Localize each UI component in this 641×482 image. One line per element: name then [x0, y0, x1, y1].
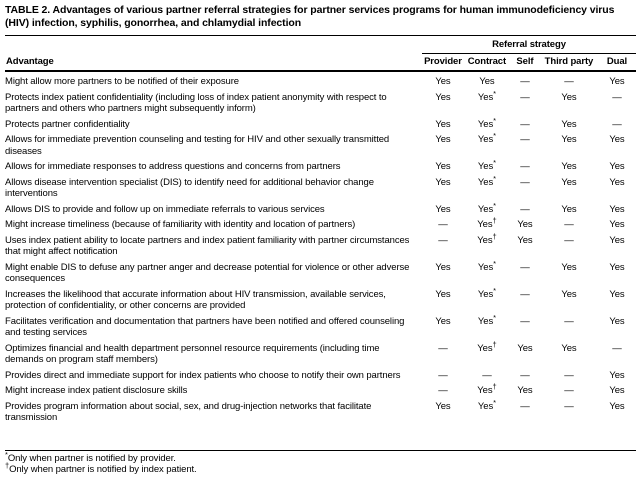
- value-cell: Yes: [435, 76, 451, 87]
- table-row: [5, 159, 636, 175]
- column-header-dual: Dual: [598, 53, 636, 71]
- table-title: TABLE 2. Advantages of various partner referral strategies for partner services programs for human immunodeficiency virus (HIV) infection, syphilis, gonorrhea, and chlamydial infection: [5, 4, 636, 36]
- footnote-reference-mark: †: [492, 339, 497, 349]
- value-cell: —: [520, 91, 530, 103]
- value-cell: Yes: [517, 385, 533, 396]
- footnote-text-index-patient: Only when partner is notified by index patient.: [9, 464, 197, 475]
- value-cell: —: [520, 203, 530, 215]
- value-cell: —: [520, 400, 530, 412]
- table-row: [5, 202, 636, 218]
- advantage-cell: Allows DIS to provide and follow up on immediate referrals to various services: [5, 203, 325, 215]
- value-cell: Yes*: [477, 88, 496, 103]
- value-cell: Yes*: [477, 130, 496, 145]
- footnote-reference-mark: *: [493, 397, 496, 407]
- value-cell: Yes†: [477, 339, 497, 354]
- advantage-cell: Optimizes financial and health department personnel resource requirements (including time demands on program staff members): [5, 342, 380, 365]
- value-cell: —: [520, 161, 530, 172]
- value-cell: Yes: [435, 315, 451, 327]
- value-cell: Yes: [561, 91, 577, 103]
- value-cell: Yes*: [477, 173, 496, 188]
- footnote-reference-mark: *: [493, 157, 496, 167]
- footnote-marker-asterisk: *: [5, 449, 8, 459]
- value-cell: Yes: [435, 118, 451, 130]
- table-row: [5, 399, 636, 426]
- value-cell: —: [520, 369, 530, 381]
- value-cell: Yes: [517, 342, 533, 354]
- value-cell: —: [564, 219, 574, 230]
- value-cell: Yes*: [477, 200, 496, 215]
- group-header-row: [5, 36, 636, 53]
- value-cell: Yes*: [477, 312, 496, 327]
- group-header-referral-strategy: Referral strategy: [422, 36, 636, 53]
- advantage-cell: Allows for immediate responses to address questions and concerns from partners: [5, 161, 341, 172]
- table-header: [5, 36, 636, 71]
- footnote-reference-mark: *: [493, 200, 496, 210]
- value-cell: —: [564, 385, 574, 396]
- footnote-provider: [5, 449, 636, 465]
- value-cell: —: [612, 91, 622, 103]
- advantage-cell: Facilitates verification and documentation that partners have been notified and offered counseling and testing services: [5, 315, 405, 338]
- table-row: [5, 341, 636, 368]
- value-cell: Yes†: [477, 215, 497, 230]
- column-header-third-party: Third party: [540, 53, 598, 71]
- value-cell: Yes: [435, 203, 451, 215]
- value-cell: —: [564, 400, 574, 412]
- value-cell: —: [520, 176, 530, 188]
- table-row: [5, 117, 636, 133]
- value-cell: —: [482, 369, 492, 381]
- value-cell: —: [564, 76, 574, 87]
- table-row: [5, 233, 636, 260]
- value-cell: Yes*: [477, 157, 496, 172]
- value-cell: Yes: [609, 161, 625, 172]
- value-cell: Yes: [561, 288, 577, 300]
- advantage-cell: Protects partner confidentiality: [5, 118, 130, 130]
- footnote-marker-dagger: †: [5, 460, 10, 470]
- value-cell: —: [564, 315, 574, 327]
- advantage-cell: Uses index patient ability to locate partners and index patient familiarity with partner circumstances that might affect notification: [5, 234, 410, 257]
- value-cell: —: [520, 315, 530, 327]
- value-cell: —: [438, 342, 448, 354]
- value-cell: Yes: [609, 288, 625, 300]
- footnote-reference-mark: *: [493, 115, 496, 125]
- value-cell: Yes: [479, 76, 495, 87]
- column-header-contract: Contract: [464, 53, 510, 71]
- value-cell: Yes: [435, 176, 451, 188]
- footnotes: [5, 450, 636, 476]
- advantage-cell: Increases the likelihood that accurate information about HIV transmission, available services, protection of confidentiality, or other concerns are provided: [5, 288, 386, 311]
- advantage-cell: Allows disease intervention specialist (DIS) to identify need for additional behavior change interventions: [5, 176, 374, 199]
- table-row: [5, 383, 636, 399]
- table-row: [5, 132, 636, 159]
- value-cell: Yes: [561, 161, 577, 172]
- value-cell: Yes: [435, 134, 451, 145]
- value-cell: Yes: [435, 91, 451, 103]
- value-cell: Yes: [561, 342, 577, 354]
- table-body: [5, 71, 636, 426]
- advantage-cell: Might enable DIS to defuse any partner anger and decrease potential for violence or other adverse consequences: [5, 261, 410, 284]
- advantage-cell: Protects index patient confidentiality (including loss of index patient anonymity with respect to partners and others who partners might subsequently inform): [5, 91, 387, 114]
- value-cell: —: [520, 288, 530, 300]
- value-cell: —: [520, 118, 530, 130]
- column-header-advantage: Advantage: [5, 53, 422, 71]
- column-header-row: [5, 53, 636, 71]
- value-cell: Yes*: [477, 285, 496, 300]
- value-cell: Yes: [435, 288, 451, 300]
- value-cell: —: [564, 369, 574, 381]
- footnote-reference-mark: *: [493, 312, 496, 322]
- value-cell: —: [520, 134, 530, 145]
- value-cell: Yes*: [477, 115, 496, 130]
- footnote-index-patient: [5, 460, 636, 476]
- column-header-self: Self: [510, 53, 540, 71]
- value-cell: Yes: [561, 261, 577, 273]
- value-cell: Yes: [561, 203, 577, 215]
- value-cell: Yes: [609, 134, 625, 145]
- footnote-reference-mark: *: [493, 258, 496, 268]
- advantage-cell: Might increase timeliness (because of familiarity with identity and location of partners): [5, 219, 356, 230]
- value-cell: —: [564, 234, 574, 246]
- footnote-reference-mark: *: [493, 88, 496, 98]
- value-cell: Yes: [609, 234, 625, 246]
- value-cell: Yes: [561, 176, 577, 188]
- table-row: [5, 90, 636, 117]
- advantage-cell: Might increase index patient disclosure skills: [5, 385, 188, 396]
- value-cell: Yes: [561, 118, 577, 130]
- value-cell: —: [520, 76, 530, 87]
- value-cell: Yes: [609, 219, 625, 230]
- table-row: [5, 71, 636, 90]
- value-cell: Yes: [435, 400, 451, 412]
- value-cell: Yes: [435, 261, 451, 273]
- value-cell: —: [612, 342, 622, 354]
- table-row: [5, 217, 636, 233]
- value-cell: Yes: [561, 134, 577, 145]
- advantage-cell: Provides program information about social, sex, and drug-injection networks that facilitate transmission: [5, 400, 372, 423]
- value-cell: Yes: [609, 76, 625, 87]
- value-cell: Yes: [435, 161, 451, 172]
- value-cell: Yes†: [477, 231, 497, 246]
- table-row: [5, 314, 636, 341]
- advantage-cell: Provides direct and immediate support for index patients who choose to notify their own partners: [5, 369, 401, 381]
- table-row: [5, 260, 636, 287]
- footnote-reference-mark: *: [493, 130, 496, 140]
- value-cell: —: [438, 385, 448, 396]
- value-cell: Yes: [609, 315, 625, 327]
- referral-strategy-table: [5, 36, 636, 426]
- value-cell: Yes: [609, 261, 625, 273]
- table-row: [5, 368, 636, 384]
- value-cell: Yes: [609, 385, 625, 396]
- value-cell: Yes: [517, 234, 533, 246]
- footnote-reference-mark: †: [492, 231, 497, 241]
- value-cell: Yes*: [477, 258, 496, 273]
- footnote-text-provider: Only when partner is notified by provider.: [7, 452, 176, 464]
- table-row: [5, 287, 636, 314]
- footnote-reference-mark: *: [493, 285, 496, 295]
- value-cell: —: [438, 219, 448, 230]
- value-cell: Yes: [609, 203, 625, 215]
- advantage-cell: Allows for immediate prevention counseling and testing for HIV and other sexually transmitted diseases: [5, 134, 390, 157]
- value-cell: Yes*: [477, 397, 496, 412]
- value-cell: —: [438, 369, 448, 381]
- value-cell: —: [612, 118, 622, 130]
- footnote-reference-mark: †: [492, 381, 497, 391]
- value-cell: Yes: [517, 219, 533, 230]
- table-row: [5, 175, 636, 202]
- group-header-spacer: [5, 36, 422, 53]
- value-cell: Yes: [609, 400, 625, 412]
- value-cell: —: [438, 234, 448, 246]
- footnote-reference-mark: *: [493, 173, 496, 183]
- value-cell: Yes†: [477, 381, 497, 396]
- value-cell: Yes: [609, 369, 625, 381]
- value-cell: —: [520, 261, 530, 273]
- value-cell: Yes: [609, 176, 625, 188]
- advantage-cell: Might allow more partners to be notified of their exposure: [5, 76, 239, 87]
- column-header-provider: Provider: [422, 53, 464, 71]
- footnote-reference-mark: †: [492, 215, 497, 225]
